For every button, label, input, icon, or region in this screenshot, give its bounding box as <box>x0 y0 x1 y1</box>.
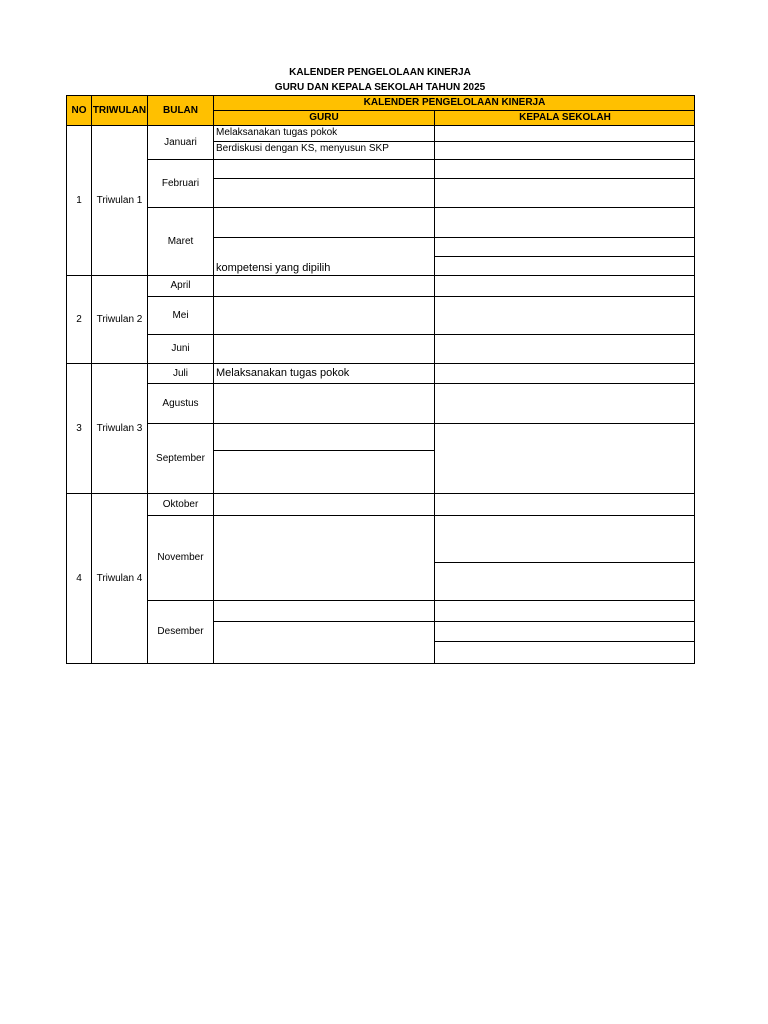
quarter-label-3: Triwulan 3 <box>91 363 147 493</box>
quarter-no-1: 1 <box>66 125 91 275</box>
month-november: November <box>147 515 213 600</box>
month-oktober: Oktober <box>147 493 213 515</box>
table-border-right <box>694 95 695 663</box>
guru-juni <box>213 334 434 363</box>
header-kalender: KALENDER PENGELOLAAN KINERJA <box>213 95 695 110</box>
ks-agustus <box>434 383 695 423</box>
guru-september-2 <box>213 450 434 493</box>
document-title: KALENDER PENGELOLAAN KINERJA <box>289 67 471 78</box>
guru-november <box>213 515 434 600</box>
header-guru: GURU <box>213 110 434 125</box>
month-januari: Januari <box>147 125 213 159</box>
guru-februari-1 <box>213 159 434 178</box>
quarter-label-1: Triwulan 1 <box>91 125 147 275</box>
header-kepala-sekolah: KEPALA SEKOLAH <box>434 110 695 125</box>
ks-maret-2 <box>434 237 695 256</box>
month-juli: Juli <box>147 363 213 383</box>
month-februari: Februari <box>147 159 213 207</box>
ks-juli <box>434 363 695 383</box>
month-agustus: Agustus <box>147 383 213 423</box>
quarter-label-2: Triwulan 2 <box>91 275 147 363</box>
quarter-label-4: Triwulan 4 <box>91 493 147 663</box>
ks-april <box>434 275 695 296</box>
guru-desember-1 <box>213 600 434 621</box>
guru-juli: Melaksanakan tugas pokok <box>213 363 434 383</box>
month-april: April <box>147 275 213 296</box>
month-september: September <box>147 423 213 493</box>
ks-mei <box>434 296 695 334</box>
ks-maret-1 <box>434 207 695 237</box>
ks-oktober <box>434 493 695 515</box>
guru-april <box>213 275 434 296</box>
guru-januari-2: Berdiskusi dengan KS, menyusun SKP <box>213 141 434 159</box>
month-desember: Desember <box>147 600 213 663</box>
document-subtitle: GURU DAN KEPALA SEKOLAH TAHUN 2025 <box>274 82 486 93</box>
guru-februari-2 <box>213 178 434 207</box>
ks-desember-2 <box>434 621 695 641</box>
month-maret: Maret <box>147 207 213 275</box>
ks-maret-3 <box>434 256 695 275</box>
guru-maret-2: kompetensi yang dipilih <box>213 237 434 275</box>
ks-desember-1 <box>434 600 695 621</box>
month-juni: Juni <box>147 334 213 363</box>
table-border-bottom <box>66 663 695 664</box>
header-bulan: BULAN <box>147 95 213 125</box>
guru-januari-1: Melaksanakan tugas pokok <box>213 125 434 141</box>
guru-agustus <box>213 383 434 423</box>
guru-september-1 <box>213 423 434 450</box>
ks-november-1 <box>434 515 695 562</box>
ks-juni <box>434 334 695 363</box>
ks-desember-3 <box>434 641 695 663</box>
ks-januari-2 <box>434 141 695 159</box>
ks-februari-2 <box>434 178 695 207</box>
guru-maret-1 <box>213 207 434 237</box>
ks-januari-1 <box>434 125 695 141</box>
ks-februari-1 <box>434 159 695 178</box>
header-no: NO <box>66 95 91 125</box>
quarter-no-4: 4 <box>66 493 91 663</box>
ks-september <box>434 423 695 493</box>
quarter-no-2: 2 <box>66 275 91 363</box>
guru-oktober <box>213 493 434 515</box>
guru-desember-2 <box>213 621 434 663</box>
quarter-no-3: 3 <box>66 363 91 493</box>
ks-november-2 <box>434 562 695 600</box>
month-mei: Mei <box>147 296 213 334</box>
guru-mei <box>213 296 434 334</box>
header-triwulan: TRIWULAN <box>91 95 147 125</box>
